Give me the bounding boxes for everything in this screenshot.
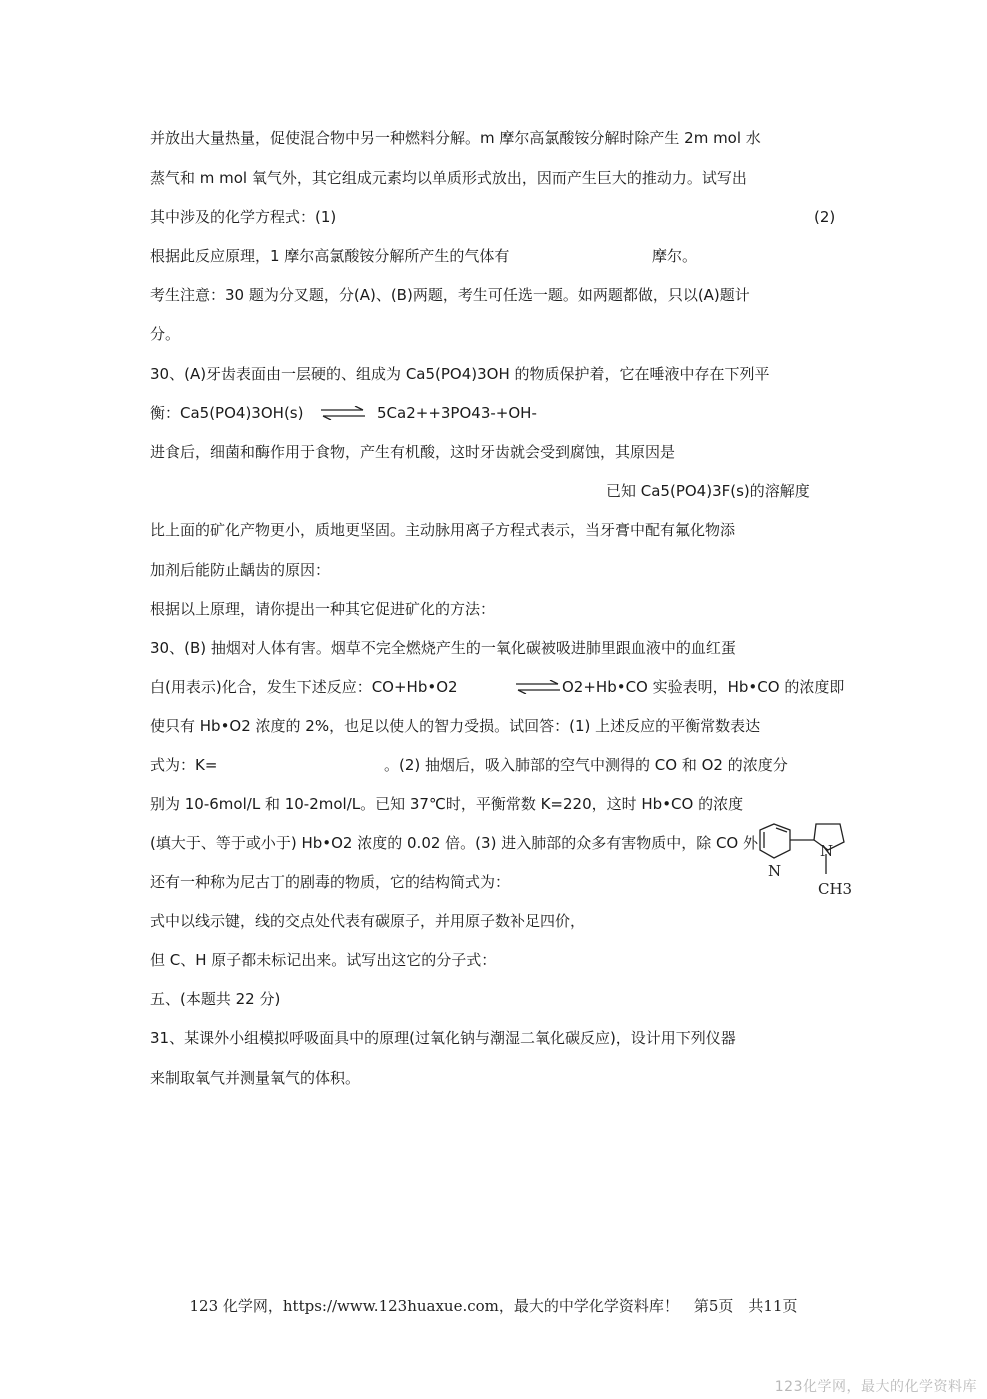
text-line: 分。: [150, 325, 181, 343]
nicotine-n1-text: N: [768, 862, 782, 880]
text-line: 使只有 Hb•O2 浓度的 2%，也足以使人的智力受损。试回答：(1) 上述反应的平衡常数表达: [150, 717, 761, 735]
text-line: 白(用表示)化合，发生下述反应：CO+Hb•O2: [150, 678, 458, 696]
text-line: 30、(B) 抽烟对人体有害。烟草不完全燃烧产生的一氧化碳被吸进肺里跟血液中的血红蛋: [150, 639, 736, 657]
text-line: 根据此反应原理，1 摩尔高氯酸铵分解所产生的气体有: [150, 247, 510, 265]
text-line: 式中以线示键，线的交点处代表有碳原子，并用原子数补足四价，: [150, 912, 586, 930]
text-line: 加剂后能防止龋齿的原因：: [150, 561, 331, 579]
text-line: O2+Hb•CO 实验表明，Hb•CO 的浓度即: [562, 678, 845, 696]
equilibrium-arrow-icon: [319, 406, 367, 420]
text-line: 还有一种称为尼古丁的剧毒的物质，它的结构简式为：: [150, 873, 511, 891]
text-line: (2): [814, 208, 836, 226]
text-line: 但 C、H 原子都未标记出来。试写出这它的分子式：: [150, 951, 497, 969]
text-line: (填大于、等于或小于) Hb•O2 浓度的 0.02 倍。(3) 进入肺部的众多有害物质中，除 CO 外: [150, 834, 759, 852]
text-line: 30、(A)牙齿表面由一层硬的、组成为 Ca5(PO4)3OH 的物质保护着，它在唾液中存在下列平: [150, 365, 770, 383]
text-line: 5Ca2++3PO43-+OH-: [377, 404, 537, 422]
text-line: 并放出大量热量，促使混合物中另一种燃料分解。m 摩尔高氯酸铵分解时除产生 2m mol 水: [150, 129, 761, 147]
text-line: 比上面的矿化产物更小，质地更坚固。主动脉用离子方程式表示，当牙膏中配有氟化物添: [150, 521, 736, 539]
text-line: 蒸气和 m mol 氧气外，其它组成元素均以单质形式放出，因而产生巨大的推动力。试写出: [150, 169, 747, 187]
text-line: 根据以上原理，请你提出一种其它促进矿化的方法：: [150, 600, 496, 618]
nicotine-ch3-text: CH3: [818, 880, 853, 898]
text-line: 衡：Ca5(PO4)3OH(s): [150, 404, 304, 422]
equilibrium-arrow-icon: [514, 680, 562, 694]
text-line: 别为 10-6mol/L 和 10-2mol/L。已知 37℃时，平衡常数 K=220，这时 Hb•CO 的浓度: [150, 795, 744, 813]
text-line: 来制取氧气并测量氧气的体积。: [150, 1069, 361, 1087]
page-footer: 123 化学网，https://www.123huaxue.com，最大的中学化学资料库！ 第5页 共11页: [189, 1297, 798, 1315]
text-line: 五、(本题共 22 分): [150, 990, 281, 1008]
text-line: 摩尔。: [652, 247, 698, 265]
text-line: 已知 Ca5(PO4)3F(s)的溶解度: [606, 482, 810, 500]
nicotine-n2-text: N: [820, 842, 834, 860]
text-line: 31、某课外小组模拟呼吸面具中的原理(过氧化钠与潮湿二氧化碳反应)，设计用下列仪器: [150, 1029, 736, 1047]
text-line: 考生注意：30 题为分叉题，分(A)、(B)两题，考生可任选一题。如两题都做，只以(A)题计: [150, 286, 750, 304]
watermark-text: 123化学网，最大的化学资料库: [774, 1379, 977, 1395]
text-line: 进食后，细菌和酶作用于食物，产生有机酸，这时牙齿就会受到腐蚀，其原因是: [150, 443, 676, 461]
text-line: 。(2) 抽烟后，吸入肺部的空气中测得的 CO 和 O2 的浓度分: [384, 756, 788, 774]
text-line: 其中涉及的化学方程式：(1): [150, 208, 337, 226]
nicotine-structure-diagram: [756, 818, 856, 902]
text-line: 式为：K=: [150, 756, 218, 774]
